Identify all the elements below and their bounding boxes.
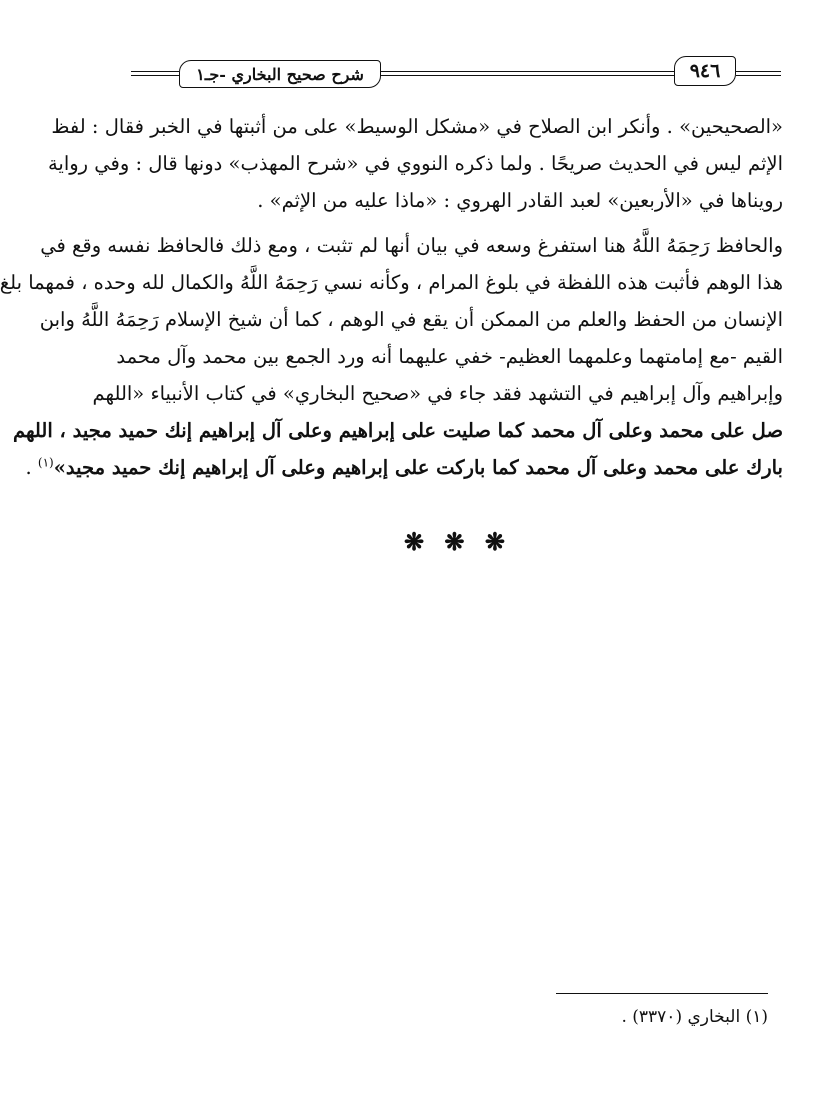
text-line: «الصحيحين» . وأنكر ابن الصلاح في «مشكل الوسيط» على من أثبتها في الخبر فقال : لفظ	[51, 115, 783, 138]
page-header	[131, 54, 781, 94]
text-line: الإنسان من الحفظ والعلم من الممكن أن يقع في الوهم ، كما أن شيخ الإسلام رَحِمَهُ اللَّهُ وابن	[39, 308, 783, 331]
header-rule-right	[736, 71, 781, 76]
hadith-text: بارك على محمد وعلى آل محمد كما باركت على إبراهيم وعلى آل إبراهيم إنك حميد مجيد»	[53, 456, 783, 479]
text-line: والحافظ رَحِمَهُ اللَّهُ هنا استفرغ وسعه في بيان أنها لم تثبت ، ومع ذلك فالحافظ نفسه وقع في	[40, 234, 783, 257]
running-title: شرح صحيح البخاري -جـ١	[179, 60, 381, 88]
footnote-reference[interactable]: (١)	[37, 455, 54, 470]
header-rule-left	[131, 71, 179, 76]
page-body	[0, 108, 783, 486]
hadith-line: صل على محمد وعلى آل محمد كما صليت على إبراهيم وعلى آل إبراهيم إنك حميد مجيد ، اللهم	[12, 419, 783, 442]
text-line: القيم -مع إمامتهما وعلمهما العظيم- خفي عليهما أنه ورد الجمع بين محمد وآل محمد	[116, 345, 783, 368]
page-number: ٩٤٦	[674, 56, 736, 86]
section-separator: ❋ ❋ ❋	[403, 527, 512, 556]
closing-punctuation: .	[25, 456, 38, 479]
text-line: وإبراهيم وآل إبراهيم في التشهد فقد جاء في «صحيح البخاري» في كتاب الأنبياء «اللهم	[92, 382, 783, 405]
header-rule-middle	[379, 71, 697, 76]
text-line: الإثم ليس في الحديث صريحًا . ولما ذكره النووي في «شرح المهذب» دونها قال : وفي رواية	[47, 152, 783, 175]
footnote-1: (١) البخاري (٣٣٧٠) .	[621, 1007, 768, 1027]
text-line: رويناها في «الأربعين» لعبد القادر الهروي : «ماذا عليه من الإثم» .	[257, 189, 783, 212]
footnote-rule	[556, 993, 768, 994]
hadith-line-last	[25, 449, 783, 486]
paragraph-2	[0, 227, 783, 486]
paragraph-1	[47, 108, 783, 219]
text-line: هذا الوهم فأثبت هذه اللفظة في بلوغ المرام ، وكأنه نسي رَحِمَهُ اللَّهُ والكمال لله وحده ، فمهما بلغ	[0, 271, 783, 294]
